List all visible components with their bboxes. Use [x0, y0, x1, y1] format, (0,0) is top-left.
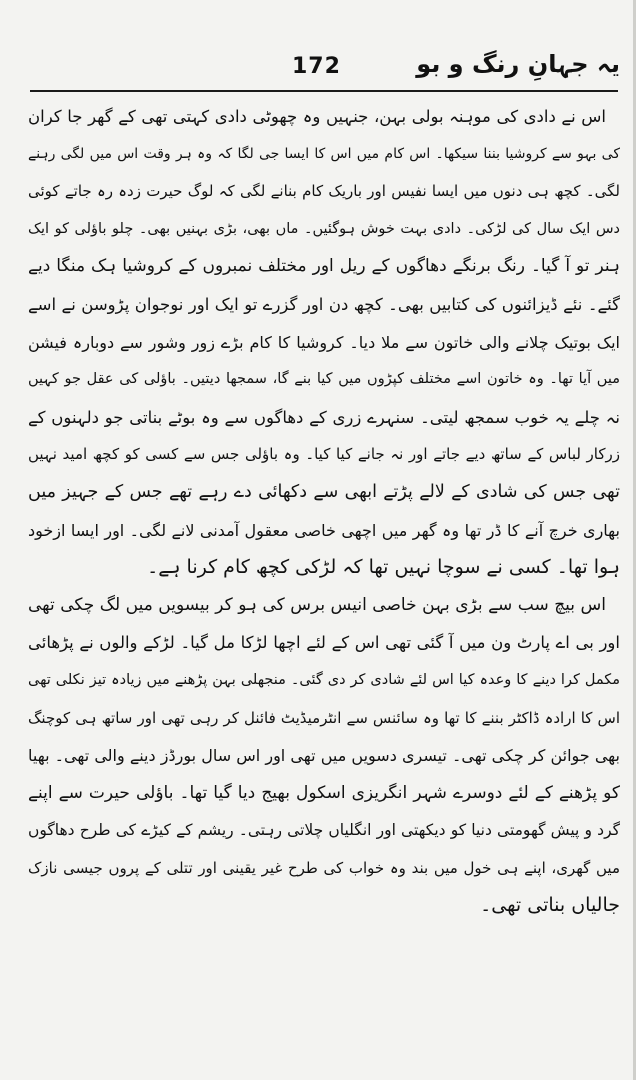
running-title: یہ جہانِ رنگ و بو: [416, 50, 620, 78]
text-line: دس ایک سال کی لڑکی۔ دادی بہت خوش ہوگئیں۔ ماں بھی، بڑی بہنیں بھی۔ چلو باؤلی کو ایک: [28, 220, 620, 237]
text-line: جالیاں بناتی تھی۔: [480, 894, 620, 917]
text-line: نہ چلے یہ خوب سمجھ لیتی۔ سنہرے زری کے دھاگوں سے وہ بوٹے بناتی جو دلہنوں کے: [28, 407, 620, 427]
text-line: اس نے دادی کی موہنہ بولی بہن، جنہیں وہ چھوٹی دادی کہتی تھی کے گھر جا کران: [28, 107, 606, 126]
text-line: کی بہو سے کروشیا بننا سیکھا۔ اس کام میں اس کا ایسا جی لگا کہ وہ ہر وقت اس میں لگی رہنے: [28, 145, 620, 162]
text-line: بھاری خرچ آنے کا ڈر تھا وہ گھر میں اچھی خاصی معقول آمدنی لانے لگی۔ اور ایسا ازخود: [28, 520, 620, 540]
text-line: اور بی اے پارٹ ون میں آ گئی تھی اس کے لئے اچھا لڑکا مل گیا۔ لڑکے والوں نے پڑھائی: [28, 633, 620, 653]
paragraph: [28, 98, 620, 587]
text-line: ایک بوتیک چلانے والی خاتون سے ملا دیا۔ کروشیا کا کام بڑے زور وشور سے دوبارہ فیشن: [28, 332, 620, 352]
text-line: میں آیا تھا۔ وہ خاتون اسے مختلف کپڑوں میں کیا بنے گا، سمجھا دیتیں۔ باؤلی کی عقل جو کہیں: [28, 371, 620, 388]
paragraph: [28, 587, 620, 925]
text-line: اس کا ارادہ ڈاکٹر بننے کا تھا وہ سائنس سے انٹرمیڈیٹ فائنل کر رہی تھی اور ساتھ ہی کوچنگ: [28, 708, 620, 727]
text-line: بھی جوائن کر چکی تھی۔ تیسری دسویں میں تھی اور اس سال بورڈز دینے والی تھی۔ بھیا: [28, 746, 620, 766]
text-line: مکمل کرا دینے کا وعدہ کیا اس لئے شادی کر دی گئی۔ منجھلی بہن پڑھنے میں زیادہ تیز نکلی تھی: [28, 671, 620, 688]
text-line: تھی جس کی شادی کے لالے پڑتے ابھی سے دکھائی دے رہے تھے جس کے جہیز میں: [28, 481, 620, 502]
page-header: [30, 48, 620, 90]
text-line: ہوا تھا۔ کسی نے سوچا نہیں تھا کہ لڑکی کچھ کام کرنا ہے۔: [147, 556, 620, 579]
text-line: زرکار لباس کے ساتھ دیے جاتے اور نہ جانے کیا کیا۔ وہ باؤلی جس سے کسی کو کچھ امید نہیں: [28, 445, 620, 464]
page-number: 172: [292, 54, 341, 79]
text-line: گئے۔ نئے ڈیزائنوں کی کتابیں بھی۔ کچھ دن اور گزرے تو ایک اور نوجوان پڑوسن نے اسے: [28, 294, 620, 314]
text-line: کو پڑھنے کے لئے دوسرے شہر انگریزی اسکول بھیج دیا گیا تھا۔ باؤلی حیرت سے اپنے: [28, 782, 620, 803]
text-line: اس بیچ سب سے بڑی بہن خاصی انیس برس کی ہو کر بیسویں میں لگ چکی تھی: [28, 594, 606, 615]
text-line: گرد و پیش گھومتی دنیا کو دیکھتی اور انگلیاں چلاتی رہتی۔ ریشم کے کیڑے کی طرح دھاگوں: [28, 821, 620, 840]
text-line: میں گھری، اپنے ہی خول میں بند وہ خواب کی طرح غیر یقینی اور تتلی کے پروں جیسی نازک: [28, 858, 620, 877]
header-rule: [30, 90, 618, 92]
body-text: [28, 98, 620, 925]
text-line: ہنر تو آ گیا۔ رنگ برنگے دھاگوں کے ریل اور مختلف نمبروں کے کروشیا ہک منگا دیے: [28, 256, 620, 277]
text-line: لگی۔ کچھ ہی دنوں میں ایسا نفیس اور باریک کام بنانے لگی کہ لوگ حیرت زدہ رہ جاتے کوئی: [28, 182, 620, 201]
